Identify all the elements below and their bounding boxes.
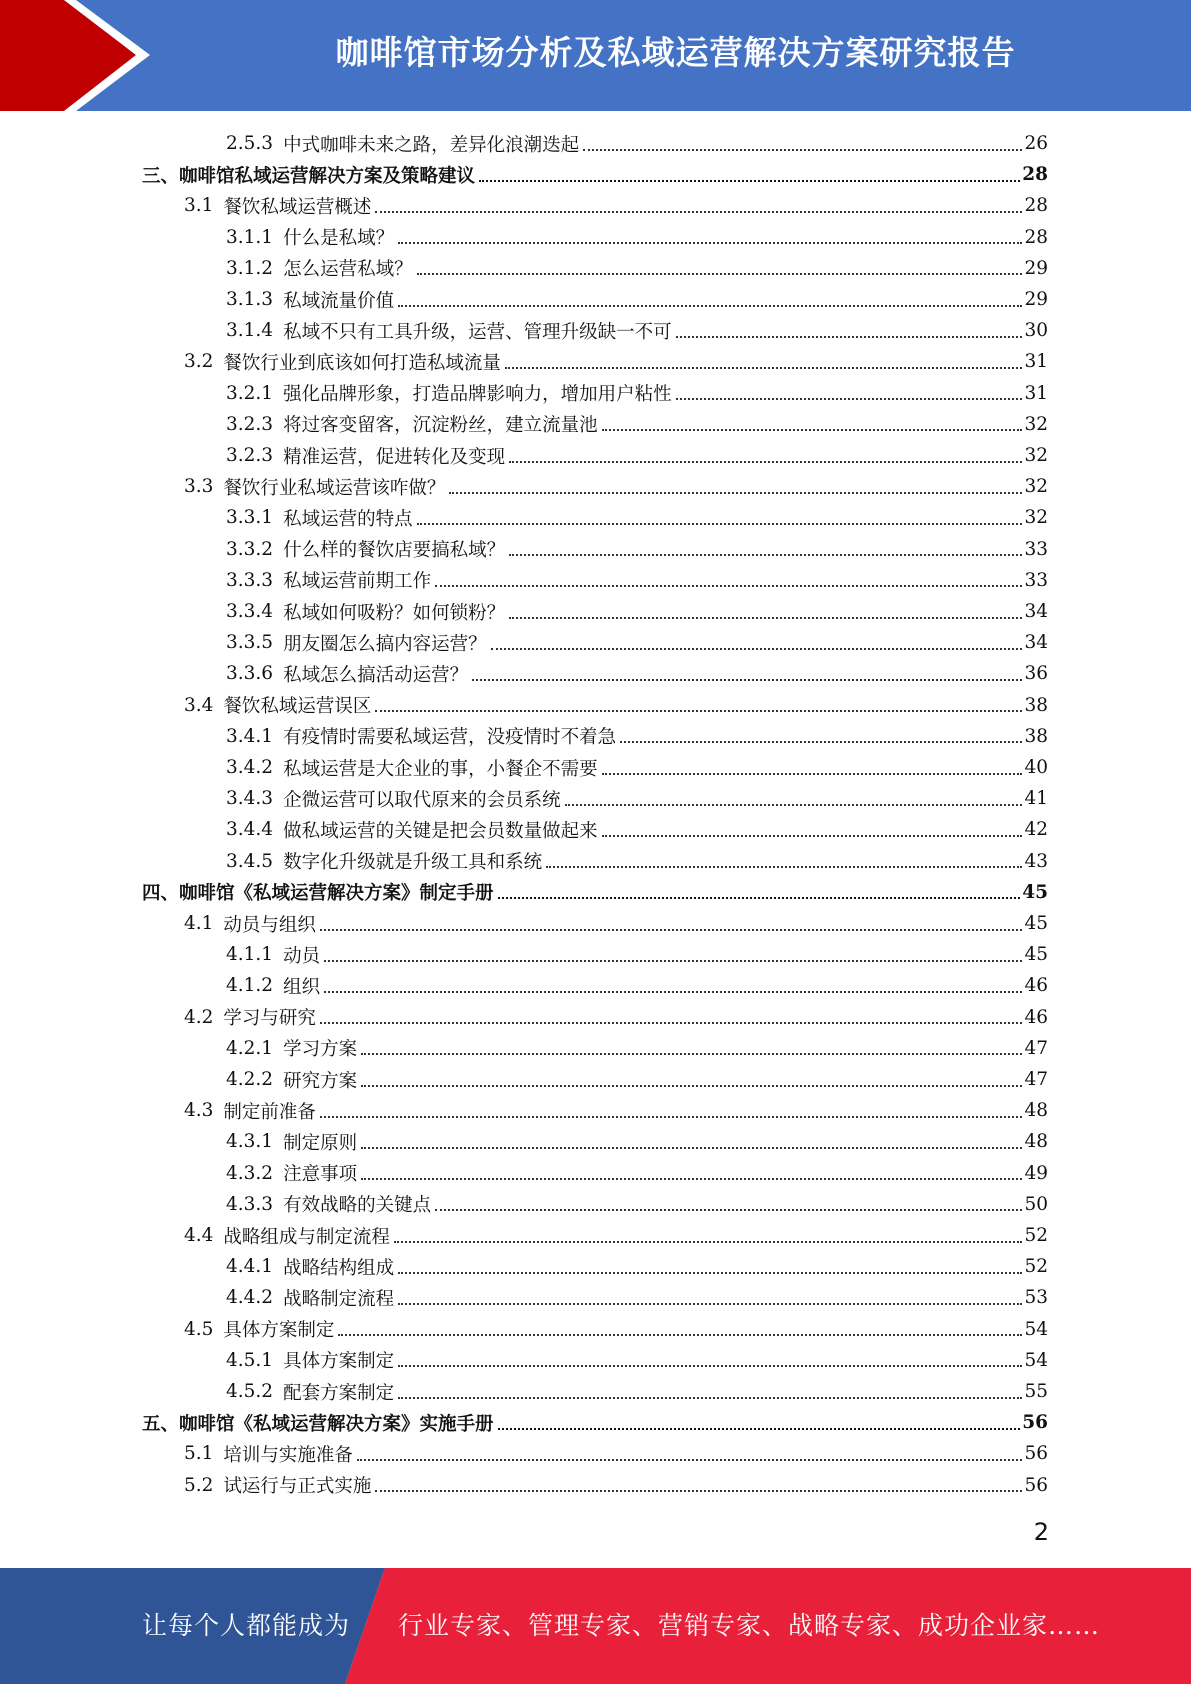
toc-dot-leader (375, 1470, 1022, 1492)
toc-entry-title: 学习与研究 (223, 1008, 316, 1030)
toc-entry-number: 4.2.2 (226, 1069, 274, 1090)
toc-entry-number: 3.1.4 (226, 320, 274, 342)
toc-entry-page: 45 (1024, 913, 1048, 934)
page-header (0, 0, 1191, 111)
toc-dot-leader (361, 1158, 1022, 1180)
toc-entry-number: 3.4 (184, 694, 214, 716)
toc-entry-number: 4.4.1 (226, 1256, 274, 1278)
toc-entry-number: 3.1.1 (226, 226, 274, 248)
toc-entry-number: 2.5.3 (226, 133, 274, 154)
toc-entry-page: 30 (1024, 320, 1048, 342)
toc-dot-leader (676, 378, 1023, 400)
toc-entry[interactable] (184, 346, 1048, 377)
toc-entry-page: 52 (1024, 1225, 1048, 1246)
toc-entry[interactable] (226, 1189, 1048, 1220)
toc-entry-title: 战略组成与制定流程 (223, 1226, 390, 1248)
toc-entry-page: 48 (1024, 1100, 1048, 1122)
toc-entry-number: 4.5.1 (226, 1349, 274, 1371)
toc-dot-leader (620, 721, 1022, 743)
toc-dot-leader (361, 1065, 1022, 1087)
toc-entry[interactable] (184, 908, 1048, 939)
toc-dot-leader (320, 1002, 1023, 1024)
toc-entry-title: 将过客变留客，沉淀粉丝，建立流量池 (283, 415, 598, 437)
toc-entry-title: 战略结构组成 (283, 1257, 395, 1279)
toc-dot-leader (498, 877, 1021, 899)
toc-entry-number: 4.2.1 (226, 1037, 274, 1059)
toc-dot-leader (398, 1283, 1022, 1305)
toc-entry[interactable] (142, 1407, 1048, 1438)
toc-entry-title: 私域不只有工具升级，运营、管理升级缺一不可 (283, 321, 672, 343)
toc-entry[interactable] (226, 502, 1048, 533)
toc-entry[interactable] (142, 159, 1048, 190)
toc-entry-title: 私域流量价值 (283, 290, 395, 312)
toc-entry[interactable] (226, 534, 1048, 565)
toc-entry-title: 中式咖啡未来之路，差异化浪潮迭起 (283, 134, 580, 156)
toc-entry-number: 3.3.4 (226, 601, 274, 622)
toc-entry-page: 49 (1024, 1162, 1048, 1184)
toc-entry[interactable] (142, 877, 1048, 908)
toc-entry[interactable] (226, 846, 1048, 877)
toc-entry-page: 48 (1024, 1131, 1048, 1153)
toc-entry[interactable] (226, 1126, 1048, 1157)
toc-entry-number: 3.4.2 (226, 757, 274, 778)
toc-entry-number: 4.3.2 (226, 1162, 274, 1184)
toc-entry-title: 五、咖啡馆《私域运营解决方案》实施手册 (142, 1413, 494, 1435)
toc-entry-number: 3.4.5 (226, 850, 274, 872)
toc-dot-leader (583, 129, 1022, 151)
toc-entry-title: 数字化升级就是升级工具和系统 (283, 852, 543, 874)
toc-entry[interactable] (226, 222, 1048, 253)
toc-dot-leader (361, 1033, 1022, 1055)
toc-entry-page: 56 (1024, 1443, 1048, 1465)
toc-entry-number: 3.2.3 (226, 413, 274, 435)
toc-entry-page: 52 (1024, 1256, 1048, 1278)
toc-dot-leader (320, 909, 1023, 931)
toc-entry[interactable] (226, 1158, 1048, 1189)
toc-entry-title: 战略制定流程 (283, 1288, 395, 1310)
toc-entry-number: 4.1 (184, 913, 214, 934)
toc-dot-leader (602, 815, 1023, 837)
toc-dot-leader (324, 940, 1022, 962)
toc-dot-leader (398, 1345, 1022, 1367)
toc-dot-leader (509, 534, 1022, 556)
toc-dot-leader (320, 1096, 1023, 1118)
toc-entry-page: 33 (1024, 569, 1048, 591)
toc-entry[interactable] (226, 596, 1048, 627)
toc-entry-title: 精准运营，促进转化及变现 (283, 446, 506, 468)
toc-entry-title: 有效战略的关键点 (283, 1195, 432, 1217)
toc-entry-number: 3.2 (184, 351, 214, 373)
toc-entry-number: 4.1.2 (226, 975, 274, 997)
toc-entry-title: 三、咖啡馆私域运营解决方案及策略建议 (142, 165, 476, 187)
toc-entry-title: 制定前准备 (223, 1101, 316, 1123)
toc-entry-title: 餐饮行业私域运营该咋做？ (223, 477, 446, 499)
toc-dot-leader (357, 1439, 1023, 1461)
toc-entry-title: 配套方案制定 (283, 1382, 395, 1404)
toc-entry-title: 具体方案制定 (283, 1351, 395, 1373)
toc-entry-page: 32 (1024, 476, 1048, 498)
chevron-arrow-icon (0, 0, 160, 111)
toc-dot-leader (338, 1314, 1022, 1336)
toc-dot-leader (491, 628, 1023, 650)
toc-entry-page: 53 (1024, 1287, 1048, 1309)
toc-entry-page: 47 (1024, 1069, 1048, 1090)
toc-entry-page: 29 (1024, 289, 1048, 310)
toc-entry-number: 4.2 (184, 1006, 214, 1028)
toc-entry-title: 强化品牌形象，打造品牌影响力，增加用户粘性 (283, 384, 672, 406)
toc-entry[interactable] (226, 658, 1048, 689)
toc-entry-title: 动员与组织 (223, 914, 316, 936)
toc-entry-number: 3.3.1 (226, 507, 274, 529)
toc-entry-number: 4.1.1 (226, 944, 274, 966)
toc-dot-leader (602, 753, 1023, 775)
toc-entry-number: 4.4 (184, 1225, 214, 1246)
toc-entry-page: 54 (1024, 1318, 1048, 1340)
toc-entry-page: 55 (1024, 1381, 1048, 1402)
toc-entry-number: 3.1 (184, 195, 214, 217)
toc-entry[interactable] (184, 1220, 1048, 1251)
toc-entry-number: 3.4.4 (226, 819, 274, 841)
toc-entry[interactable] (226, 1064, 1048, 1095)
toc-dot-leader (375, 690, 1022, 712)
toc-entry-number: 3.3.6 (226, 663, 274, 685)
toc-entry-title: 什么样的餐饮店要搞私域？ (283, 540, 506, 562)
toc-entry[interactable] (226, 378, 1048, 409)
toc-entry-title: 试运行与正式实施 (223, 1476, 372, 1498)
toc-entry-page: 42 (1024, 819, 1048, 841)
toc-entry-page: 29 (1024, 257, 1048, 279)
toc-entry-page: 32 (1024, 445, 1048, 466)
toc-entry-number: 4.5 (184, 1318, 214, 1340)
toc-entry-number: 3.1.3 (226, 289, 274, 310)
page-footer (0, 1568, 1191, 1684)
toc-entry-title: 动员 (283, 945, 321, 967)
toc-entry-page: 34 (1024, 632, 1048, 654)
toc-entry[interactable] (184, 1314, 1048, 1345)
toc-entry-page: 28 (1024, 195, 1048, 217)
toc-dot-leader (479, 160, 1020, 182)
toc-entry-page: 28 (1024, 226, 1048, 248)
toc-dot-leader (676, 316, 1023, 338)
toc-entry-title: 组织 (283, 976, 321, 998)
toc-entry-number: 4.5.2 (226, 1381, 274, 1402)
toc-entry-title: 有疫情时需要私域运营，没疫情时不着急 (283, 727, 617, 749)
toc-entry[interactable] (184, 1002, 1048, 1033)
toc-entry-title: 私域运营前期工作 (283, 571, 432, 593)
toc-entry-page: 41 (1024, 788, 1048, 810)
toc-entry[interactable] (184, 190, 1048, 221)
toc-entry[interactable] (184, 1438, 1048, 1469)
toc-entry-number: 4.3 (184, 1100, 214, 1122)
toc-entry-page: 56 (1022, 1412, 1048, 1434)
toc-dot-leader (398, 1377, 1022, 1399)
toc-entry-number: 5.1 (184, 1443, 214, 1465)
toc-entry[interactable] (226, 1376, 1048, 1407)
toc-dot-leader (435, 1189, 1022, 1211)
toc-dot-leader (546, 846, 1022, 868)
toc-entry-number: 3.1.2 (226, 257, 274, 279)
toc-entry-page: 31 (1024, 382, 1048, 404)
toc-entry-page: 32 (1024, 507, 1048, 529)
footer-expert-list: 行业专家、管理专家、营销专家、战略专家、成功企业家…… (398, 1611, 1101, 1640)
toc-entry[interactable] (226, 1033, 1048, 1064)
toc-entry-number: 3.3.2 (226, 538, 274, 560)
toc-entry-title: 什么是私域？ (283, 228, 395, 250)
toc-entry[interactable] (226, 939, 1048, 970)
toc-entry-title: 培训与实施准备 (223, 1444, 353, 1466)
toc-entry-page: 43 (1024, 850, 1048, 872)
toc-entry-page: 54 (1024, 1349, 1048, 1371)
toc-entry[interactable] (184, 1470, 1048, 1501)
toc-entry-title: 朋友圈怎么搞内容运营？ (283, 633, 487, 655)
toc-entry-page: 56 (1024, 1474, 1048, 1496)
toc-dot-leader (375, 191, 1022, 213)
toc-entry-title: 企微运营可以取代原来的会员系统 (283, 789, 561, 811)
page-number: 2 (1033, 1518, 1049, 1546)
toc-entry-title: 餐饮行业到底该如何打造私域流量 (223, 352, 501, 374)
report-title: 咖啡馆市场分析及私域运营解决方案研究报告 (335, 33, 1016, 72)
toc-entry-page: 32 (1024, 413, 1048, 435)
toc-dot-leader (394, 1221, 1023, 1243)
toc-entry[interactable] (226, 783, 1048, 814)
toc-entry-page: 46 (1024, 975, 1048, 997)
toc-entry[interactable] (226, 253, 1048, 284)
toc-entry-title: 四、咖啡馆《私域运营解决方案》制定手册 (142, 883, 494, 905)
toc-entry-title: 具体方案制定 (223, 1320, 335, 1342)
toc-dot-leader (417, 253, 1023, 275)
toc-entry[interactable] (226, 440, 1048, 471)
toc-dot-leader (324, 971, 1022, 993)
toc-entry[interactable] (226, 284, 1048, 315)
toc-entry[interactable] (184, 1095, 1048, 1126)
toc-entry-title: 私域运营是大企业的事，小餐企不需要 (283, 758, 598, 780)
toc-entry-title: 学习方案 (283, 1039, 358, 1061)
toc-entry-title: 研究方案 (283, 1070, 358, 1092)
toc-entry-number: 3.2.3 (226, 445, 274, 466)
toc-dot-leader (435, 565, 1022, 587)
toc-entry[interactable] (226, 814, 1048, 845)
toc-entry-page: 31 (1024, 351, 1048, 373)
toc-dot-leader (509, 441, 1022, 463)
toc-dot-leader (505, 347, 1023, 369)
toc-entry-title: 私域怎么搞活动运营？ (283, 664, 469, 686)
toc-entry-title: 餐饮私域运营误区 (223, 696, 372, 718)
toc-entry[interactable] (226, 1251, 1048, 1282)
toc-entry[interactable] (226, 565, 1048, 596)
toc-entry-page: 46 (1024, 1006, 1048, 1028)
toc-dot-leader (602, 409, 1023, 431)
toc-entry-page: 50 (1024, 1193, 1048, 1215)
toc-entry-title: 私域如何吸粉？如何锁粉？ (283, 602, 506, 624)
toc-entry-page: 38 (1024, 694, 1048, 716)
footer-slogan: 让每个人都能成为 (142, 1611, 351, 1640)
toc-entry-title: 制定原则 (283, 1132, 358, 1154)
toc-entry-page: 47 (1024, 1037, 1048, 1059)
toc-entry-number: 5.2 (184, 1474, 214, 1496)
toc-entry-page: 38 (1024, 725, 1048, 747)
toc-entry-page: 36 (1024, 663, 1048, 685)
toc-entry-page: 26 (1024, 133, 1048, 154)
toc-dot-leader (509, 597, 1022, 619)
toc-entry[interactable] (226, 1345, 1048, 1376)
toc-entry[interactable] (184, 690, 1048, 721)
toc-entry-page: 45 (1024, 944, 1048, 966)
toc-entry-title: 做私域运营的关键是把会员数量做起来 (283, 820, 598, 842)
toc-entry-page: 34 (1024, 601, 1048, 622)
toc-dot-leader (472, 659, 1022, 681)
toc-entry[interactable] (226, 721, 1048, 752)
toc-entry-page: 33 (1024, 538, 1048, 560)
toc-entry[interactable] (184, 471, 1048, 502)
toc-entry-page: 28 (1022, 164, 1048, 186)
toc-entry-number: 4.4.2 (226, 1287, 274, 1309)
toc-entry[interactable] (226, 627, 1048, 658)
toc-dot-leader (417, 503, 1023, 525)
toc-dot-leader (361, 1127, 1022, 1149)
toc-dot-leader (565, 784, 1023, 806)
toc-entry[interactable] (226, 128, 1048, 159)
toc-dot-leader (498, 1408, 1021, 1430)
toc-entry[interactable] (226, 409, 1048, 440)
toc-entry-page: 45 (1022, 881, 1048, 903)
toc-dot-leader (398, 222, 1022, 244)
toc-entry-number: 3.2.1 (226, 382, 274, 404)
toc-entry-number: 3.3 (184, 476, 214, 498)
toc-entry-title: 私域运营的特点 (283, 508, 413, 530)
toc-entry-title: 注意事项 (283, 1164, 358, 1186)
toc-entry-number: 3.4.1 (226, 725, 274, 747)
toc-dot-leader (398, 1252, 1022, 1274)
toc-entry-number: 3.3.5 (226, 632, 274, 654)
toc-dot-leader (449, 472, 1022, 494)
toc-entry-title: 怎么运营私域？ (283, 259, 413, 281)
toc-entry-number: 4.3.3 (226, 1193, 274, 1215)
toc-entry-number: 3.4.3 (226, 788, 274, 810)
toc-dot-leader (398, 285, 1022, 307)
toc-entry-number: 3.3.3 (226, 569, 274, 591)
toc-entry-page: 40 (1024, 757, 1048, 778)
toc-entry-number: 4.3.1 (226, 1131, 274, 1153)
toc-entry[interactable] (226, 315, 1048, 346)
toc-entry[interactable] (226, 1282, 1048, 1313)
toc-entry[interactable] (226, 970, 1048, 1001)
toc-entry[interactable] (226, 752, 1048, 783)
toc-entry-title: 餐饮私域运营概述 (223, 196, 372, 218)
